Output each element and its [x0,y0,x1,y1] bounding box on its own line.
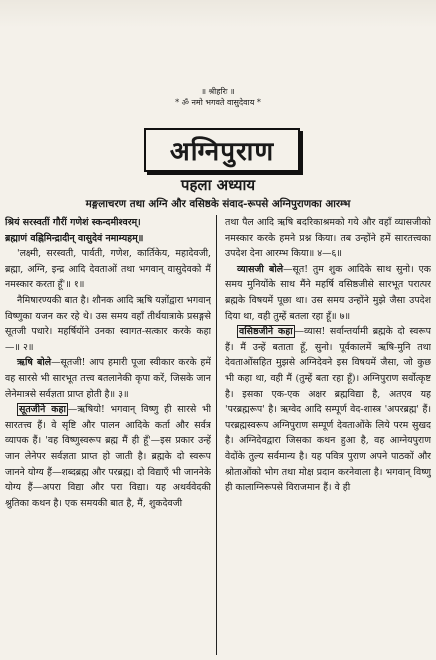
speaker-label: सूतजीने कहा [19,404,66,416]
speech-text: —व्यास! सर्वान्तर्यामी ब्रह्मके दो स्वरूप हैं। मैं उन्हें बताता हूँ, सुनो। पूर्वकालमें ऋषि-मुनि तथा देवताओंसहित मुझसे अग्निदेवने इस विषयमें जैसा, जो कुछ भी कहा था, वही मैं (तुम्हें बता रहा हूँ)। अग्निपुराण सर्वोत्कृष्ट है। इसका एक-एक अक्षर ब्रह्मविद्या है, अतएव यह 'परब्रह्मरूप' है। ऋग्वेद आदि सम्पूर्ण वेद-शास्त्र 'अपरब्रह्म' हैं। परब्रह्मस्वरूप अग्निपुराण सम्पूर्ण देवताओंके लिये परम सुखद है। अग्निदेवद्वारा जिसका कथन हुआ है, वह आग्नेयपुराण वेदोंके तुल्य सर्वमान्य है। यह पवित्र पुराण अपने पाठकों और श्रोताओंको भोग तथा मोक्ष प्रदान करनेवाला है। भगवान् विष्णु ही कालाग्निरूपसे विराजमान हैं। वे ही [225,326,431,494]
paragraph-vasishtha-speech [225,324,431,496]
paragraph-rishi-speech [5,355,211,402]
paragraph-naimisharanya: नैमिषारण्यकी बात है। शौनक आदि ऋषि यज्ञोंद्वारा भगवान् विष्णुका यजन कर रहे थे। उस समय वहाँ तीर्थयात्राके प्रसङ्गसे सूतजी पधारे। महर्षियोंने उनका स्वागत-सत्कार करके कहा—॥ २॥ [5,294,211,353]
column-divider [216,215,217,655]
mantra-line: * ॐ नमो भगवते वासुदेवाय * [175,98,261,107]
speech-text: —सूत! तुम शुक आदिके साथ सुनो। एक समय मुनियोंके साथ मैंने महर्षि वसिष्ठजीसे सारभूत परात्पर ब्रह्मके विषयमें पूछा था। उस समय उन्होंने मुझे जैसा उपदेश दिया था, वही तुम्हें बतला रहा हूँ॥ ७॥ [225,263,431,322]
paragraph-vyasa-speech [225,262,431,324]
top-margin [0,0,436,28]
speaker-label: व्यासजी बोले [237,263,284,275]
shri-hari-invocation: ॥ श्रीहरिः ॥ [201,87,235,96]
verse-line-1: श्रियं सरस्वतीं गौरीं गणेशं स्कन्दमीश्वरम्। [5,217,141,228]
speaker-label: ऋषि बोले [17,357,52,369]
speaker-label: वसिष्ठजीने कहा [239,326,293,338]
speech-text: —ऋषियो! भगवान् विष्णु ही सारसे भी सारतत्त्व हैं। वे सृष्टि और पालन आदिके कर्ता और सर्वत्र व्यापक हैं। 'वह विष्णुस्वरूप ब्रह्म मैं ही हूँ'—इस प्रकार उन्हें जान लेनेपर सर्वज्ञता प्राप्त हो जाती है। ब्रह्मके दो स्वरूप जानने योग्य हैं—शब्दब्रह्म और परब्रह्म। दो विद्याएँ भी जाननेके योग्य हैं—अपरा विद्या और परा विद्या। यह अथर्ववेदकी श्रुतिका कथन है। एक समयकी बात है, मैं, शुकदेवजी [5,404,211,509]
book-title: अग्निपुराण [144,128,300,172]
left-text-column [5,215,211,657]
speech-text: —सूतजी! आप हमारी पूजा स्वीकार करके हमें वह सारसे भी सारभूत तत्त्व बतलानेकी कृपा करें, जिसके जान लेनेमात्रसे सर्वज्ञता प्राप्त होती है॥ ३॥ [5,357,211,400]
right-text-column [225,215,431,657]
paragraph-continuation: तथा पैल आदि ऋषि बदरिकाश्रमको गये और वहाँ व्यासजीको नमस्कार करके हमने प्रश्न किया। तब उन्होंने हमें सारतत्त्वका उपदेश देना आरम्भ किया॥ ४—६॥ [225,217,431,260]
verse-line-2: ब्रह्माणं वह्निमिन्द्रादीन् वासुदेवं नमाम्यहम्॥ [5,232,144,244]
page-header [0,86,436,108]
paragraph-invocation: 'लक्ष्मी, सरस्वती, पार्वती, गणेश, कार्तिकेय, महादेवजी, ब्रह्मा, अग्नि, इन्द्र आदि देवताओं तथा भगवान् वासुदेवको मैं नमस्कार करता हूँ'॥ १॥ [5,248,211,291]
chapter-heading: पहला अध्याय [180,176,256,194]
paragraph-suta-speech [5,402,211,511]
chapter-subtitle: मङ्गलाचरण तथा अग्नि और वसिष्ठके संवाद-रूपसे अग्निपुराणका आरम्भ [85,198,351,210]
